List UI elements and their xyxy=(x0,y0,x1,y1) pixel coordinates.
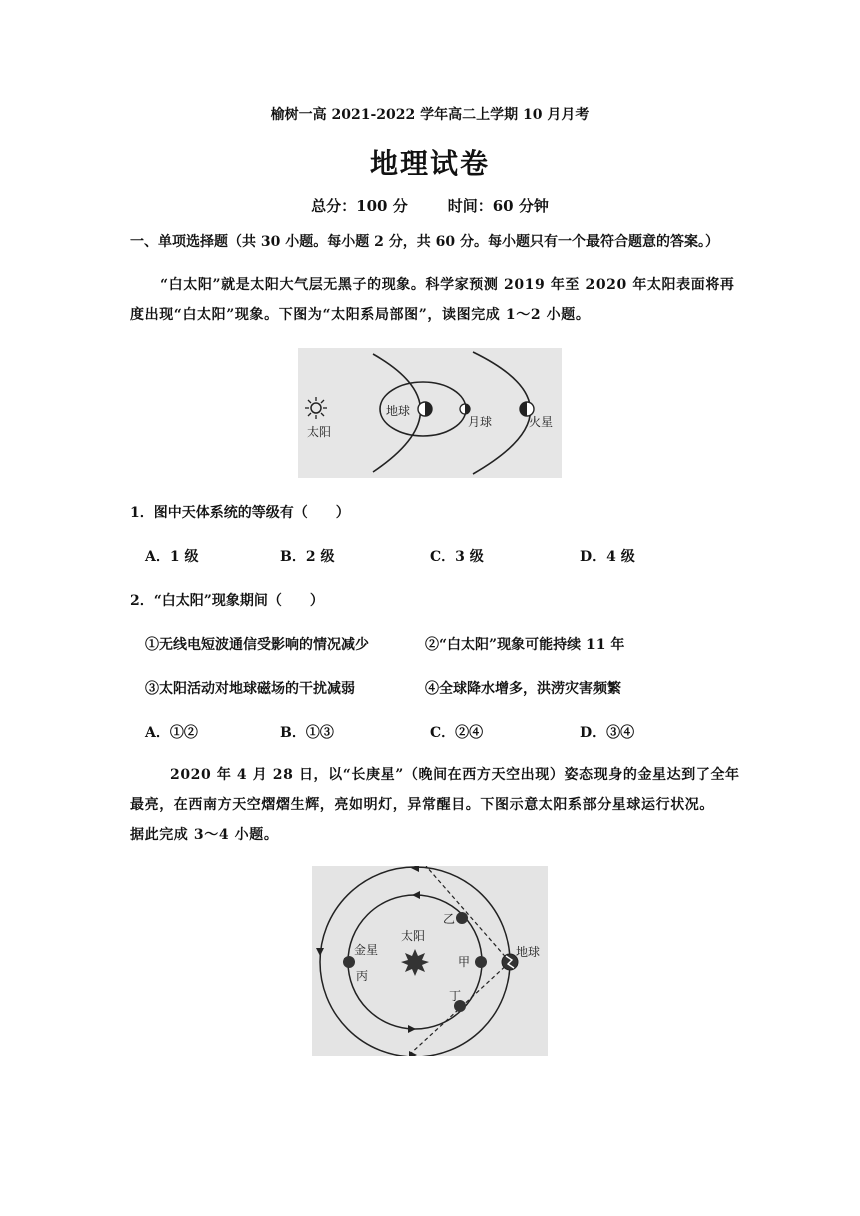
total-score: 总分：100 分 xyxy=(311,197,408,215)
q2-option-d: D．③④ xyxy=(580,725,635,741)
mars-icon xyxy=(520,402,534,416)
section-heading: 一、单项选择题（共 30 小题。每小题 2 分，共 60 分。每小题只有一个最符合题意的答案。） xyxy=(130,234,719,250)
solar-system-figure xyxy=(298,348,562,478)
q2-item-3: ③太阳活动对地球磁场的干扰减弱 xyxy=(145,681,355,697)
passage1-line1: “白太阳”就是太阳大气层无黑子的现象。科学家预测 2019 年至 2020 年太阳表面将再 xyxy=(160,277,735,293)
q2-stem: 2．“白太阳”现象期间（ ） xyxy=(130,593,324,609)
label-ding: 丁 xyxy=(449,989,462,1003)
q1-option-c: C．3 级 xyxy=(430,549,484,565)
passage2-line3: 据此完成 3～4 小题。 xyxy=(130,827,279,843)
q1-option-b: B．2 级 xyxy=(280,549,335,565)
q1-option-d: D．4 级 xyxy=(580,549,635,565)
passage1-line2: 度出现“白太阳”现象。下图为“太阳系局部图”，读图完成 1～2 小题。 xyxy=(130,307,591,323)
label-moon: 月球 xyxy=(468,415,493,429)
planet-jia xyxy=(475,956,487,968)
sun-icon xyxy=(401,949,429,976)
planet-yi xyxy=(456,912,468,924)
label-mars: 火星 xyxy=(529,415,554,429)
label-earth: 地球 xyxy=(386,404,411,418)
moon-icon xyxy=(460,404,470,414)
q2-option-b: B．①③ xyxy=(280,725,334,741)
q2-option-a: A．①② xyxy=(145,725,198,741)
label-earth: 地球 xyxy=(516,945,541,959)
venus-orbit-figure xyxy=(312,866,548,1056)
passage2-line2: 最亮，在西南方天空熠熠生辉，亮如明灯，异常醒目。下图示意太阳系部分星球运行状况。 xyxy=(130,797,714,813)
earth-icon xyxy=(418,402,432,416)
label-sun: 太阳 xyxy=(401,929,426,943)
label-bing: 丙 xyxy=(356,969,369,983)
exam-time: 时间：60 分钟 xyxy=(447,197,549,215)
passage2-line1: 2020 年 4 月 28 日，以“长庚星”（晚间在西方天空出现）姿态现身的金星达到了全年 xyxy=(170,767,740,783)
q2-item-2: ②“白太阳”现象可能持续 11 年 xyxy=(425,637,625,653)
label-venus: 金星 xyxy=(354,943,379,957)
label-sun: 太阳 xyxy=(307,425,332,439)
q2-item-4: ④全球降水增多，洪涝灾害频繁 xyxy=(425,681,621,697)
label-yi: 乙 xyxy=(443,912,456,926)
venus-orbit-svg xyxy=(312,866,548,1056)
solar-system-svg xyxy=(298,348,562,478)
q1-option-a: A．1 级 xyxy=(145,549,199,565)
exam-school-line: 榆树一高 2021-2022 学年高二上学期 10 月月考 xyxy=(270,107,590,123)
planet-bing xyxy=(343,956,355,968)
q2-option-c: C．②④ xyxy=(430,725,484,741)
sun-icon xyxy=(305,397,327,419)
exam-meta xyxy=(0,195,860,216)
label-jia: 甲 xyxy=(458,955,471,969)
q1-stem: 1．图中天体系统的等级有（ ） xyxy=(130,505,350,521)
q2-item-1: ①无线电短波通信受影响的情况减少 xyxy=(145,637,369,653)
page-title: 地理试卷 xyxy=(369,147,490,180)
